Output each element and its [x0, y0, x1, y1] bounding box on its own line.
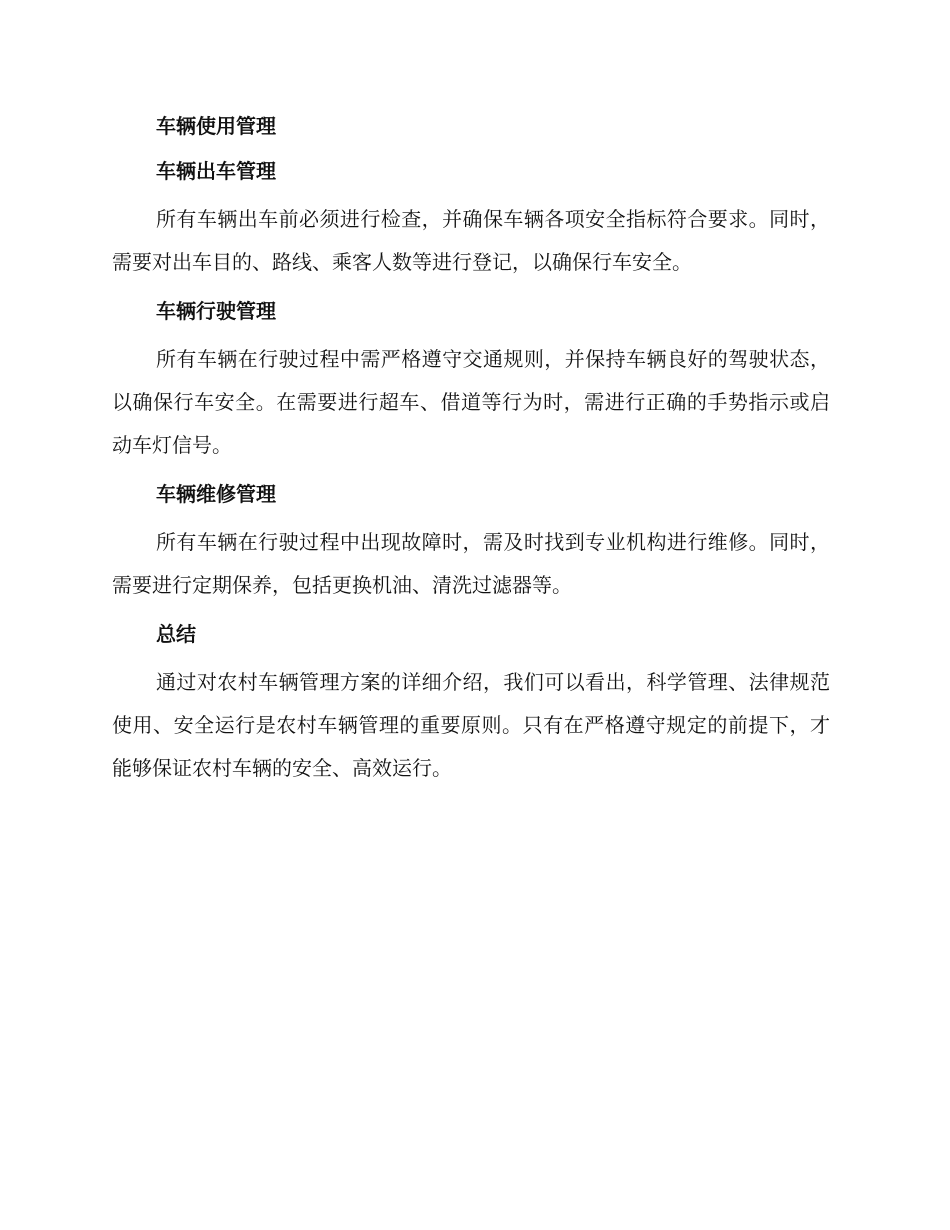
section-heading-driving: 车辆行驶管理 [156, 299, 276, 323]
paragraph-dispatch: 所有车辆出车前必须进行检查，并确保车辆各项安全指标符合要求。同时，需要对出车目的、路线、乘客人数等进行登记，以确保行车安全。 [112, 207, 830, 274]
section-heading-maintenance: 车辆维修管理 [156, 482, 276, 506]
paragraph-maintenance: 所有车辆在行驶过程中出现故障时，需及时找到专业机构进行维修。同时，需要进行定期保养，包括更换机油、清洗过滤器等。 [112, 530, 830, 597]
paragraph-summary: 通过对农村车辆管理方案的详细介绍，我们可以看出，科学管理、法律规范使用、安全运行是农村车辆管理的重要原则。只有在严格遵守规定的前提下，才能够保证农村车辆的安全、高效运行。 [112, 670, 830, 780]
section-heading-summary: 总结 [156, 622, 196, 646]
section-heading-dispatch: 车辆出车管理 [156, 159, 276, 183]
document-page [112, 108, 830, 799]
section-heading-vehicle-use: 车辆使用管理 [156, 114, 276, 138]
paragraph-driving: 所有车辆在行驶过程中需严格遵守交通规则，并保持车辆良好的驾驶状态，以确保行车安全。在需要进行超车、借道等行为时，需进行正确的手势指示或启动车灯信号。 [112, 347, 830, 457]
